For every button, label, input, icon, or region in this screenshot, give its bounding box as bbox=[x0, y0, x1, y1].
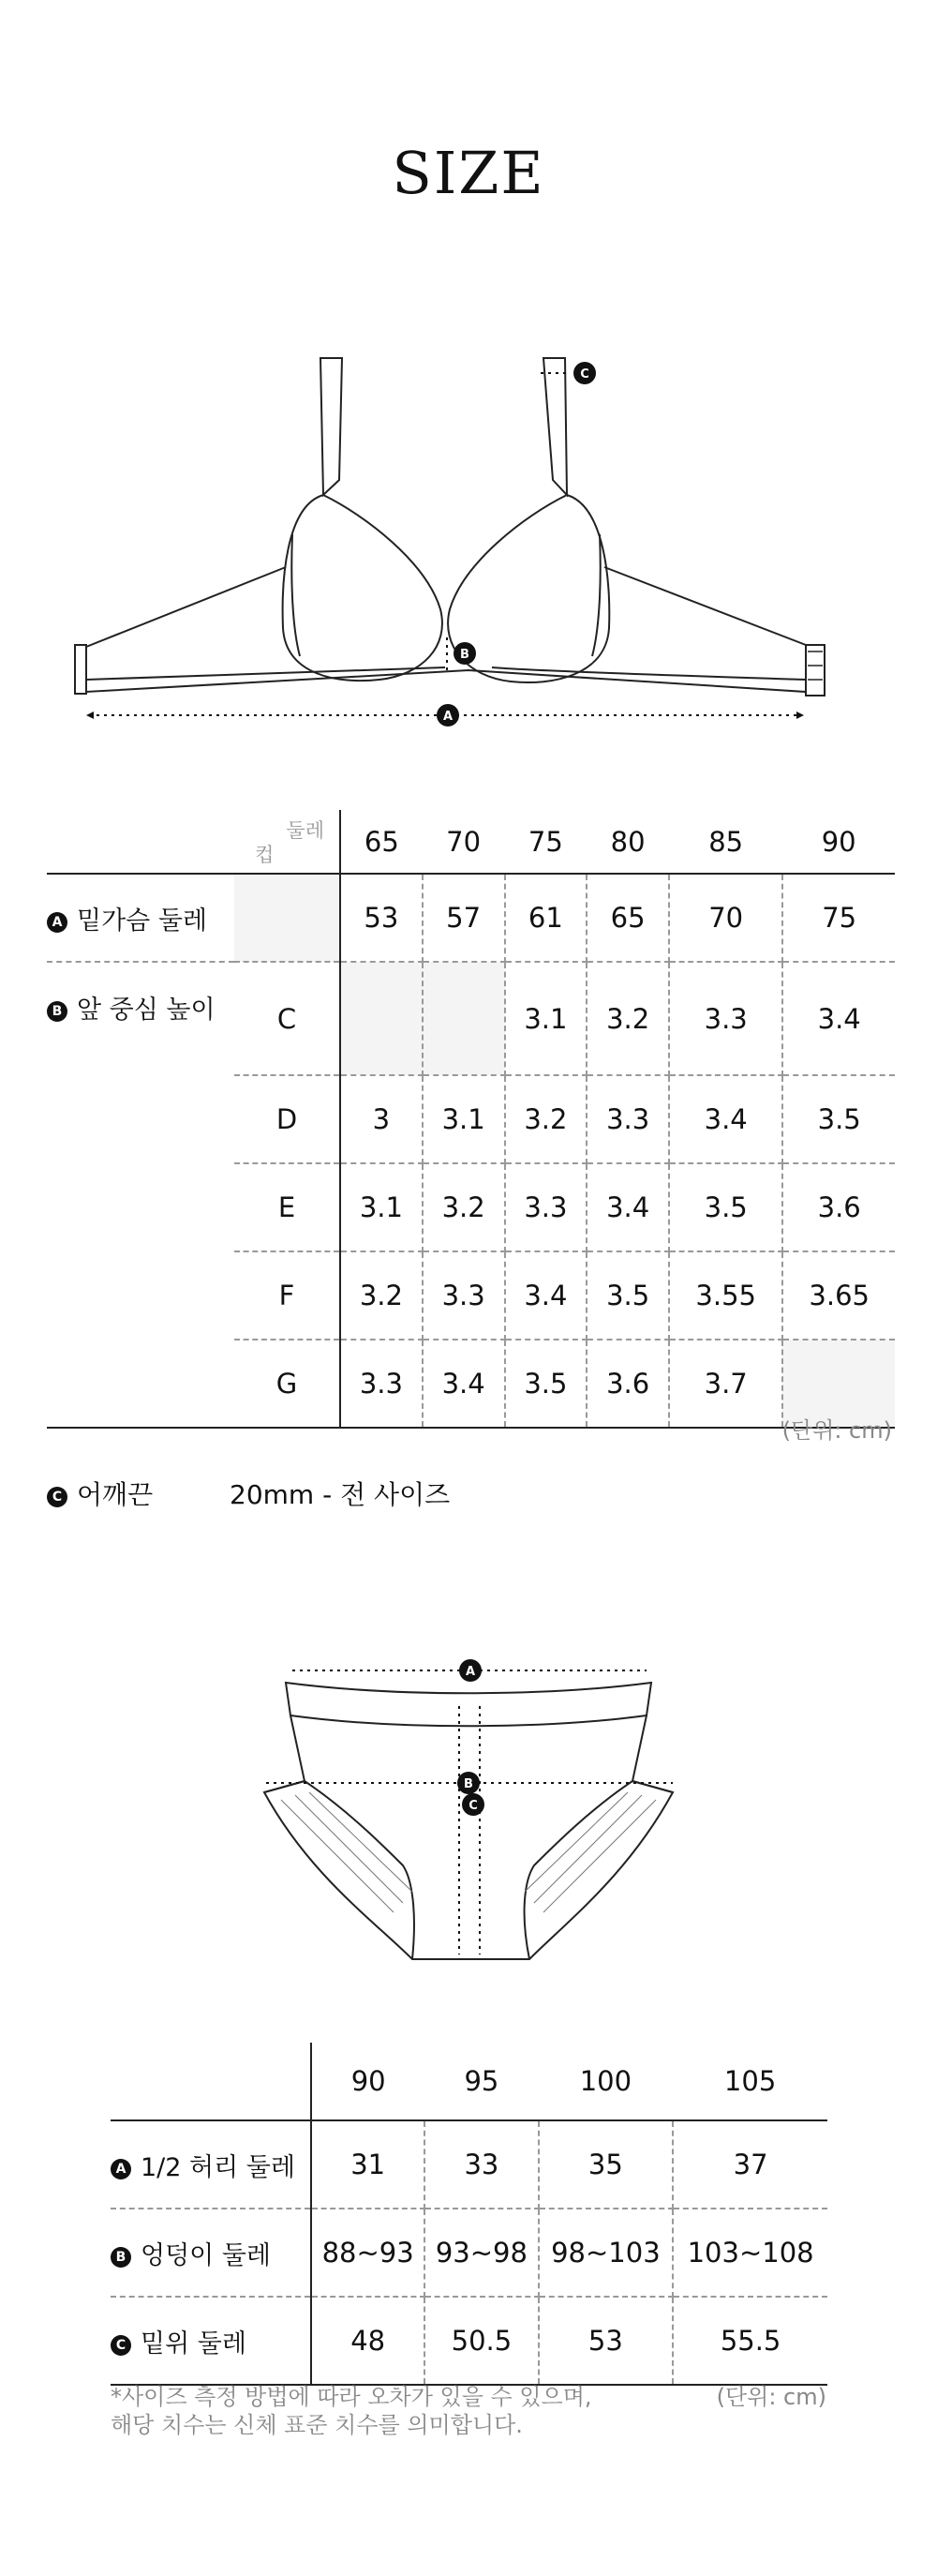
band-header: 80 bbox=[587, 810, 669, 874]
footnote-2: 해당 치수는 신체 표준 치수를 의미합니다. bbox=[111, 2412, 523, 2438]
panty-size-table bbox=[111, 2043, 827, 2386]
bra-marker-b: B bbox=[460, 648, 469, 662]
strap-value: 20mm - 전 사이즈 bbox=[230, 1479, 451, 1510]
band-header: 90 bbox=[782, 810, 895, 874]
cup-row-e: E 3.1 3.2 3.3 3.4 3.5 3.6 bbox=[47, 1163, 895, 1251]
bra-marker-c: C bbox=[580, 367, 589, 382]
band-header: 70 bbox=[423, 810, 505, 874]
panty-illustration bbox=[0, 1631, 937, 1987]
band-header: 75 bbox=[505, 810, 587, 874]
cup-row-g: G 3.3 3.4 3.5 3.6 3.7 bbox=[47, 1340, 895, 1428]
panty-marker-a: A bbox=[465, 1665, 476, 1679]
bra-unit-note: (단위: cm) bbox=[781, 1417, 892, 1444]
panty-marker-b: B bbox=[464, 1777, 473, 1791]
band-header: 65 bbox=[340, 810, 423, 874]
strap-info: C 어깨끈 20mm - 전 사이즈 bbox=[47, 1475, 153, 1512]
panty-unit-note: (단위: cm) bbox=[716, 2384, 826, 2410]
bra-table-corner: 둘레 컵 bbox=[234, 810, 340, 874]
footnote-1: *사이즈 측정 방법에 따라 오차가 있을 수 있으며, bbox=[111, 2384, 592, 2410]
panty-marker-c: C bbox=[468, 1799, 478, 1813]
panty-size-header: 105 bbox=[673, 2043, 827, 2120]
underbust-label: 밑가슴 둘레 bbox=[77, 906, 207, 936]
band-header: 85 bbox=[669, 810, 782, 874]
panty-row-hip: B 엉덩이 둘레 88~93 93~98 98~103 103~108 bbox=[111, 2209, 827, 2297]
underbust-row: A 밑가슴 둘레 53 57 61 65 70 75 bbox=[47, 874, 895, 962]
bra-illustration bbox=[0, 347, 937, 741]
panty-size-header: 100 bbox=[539, 2043, 674, 2120]
strap-label: 어깨끈 bbox=[77, 1479, 154, 1510]
bra-marker-a: A bbox=[442, 710, 454, 724]
panty-row-waist: A 1/2 허리 둘레 31 33 35 37 bbox=[111, 2120, 827, 2209]
front-height-label: 앞 중심 높이 bbox=[77, 996, 216, 1025]
panty-size-header: 90 bbox=[311, 2043, 424, 2120]
page-title: SIZE bbox=[392, 139, 545, 207]
bra-size-table bbox=[47, 810, 895, 1429]
cup-row-f: F 3.2 3.3 3.4 3.5 3.55 3.65 bbox=[47, 1251, 895, 1340]
panty-row-rise: C 밑위 둘레 48 50.5 53 55.5 bbox=[111, 2297, 827, 2385]
cup-row-c: B 앞 중심 높이 C 3.1 3.2 3.3 3.4 bbox=[47, 962, 895, 1075]
panty-size-header: 95 bbox=[424, 2043, 538, 2120]
cup-row-d: D 3 3.1 3.2 3.3 3.4 3.5 bbox=[47, 1075, 895, 1163]
